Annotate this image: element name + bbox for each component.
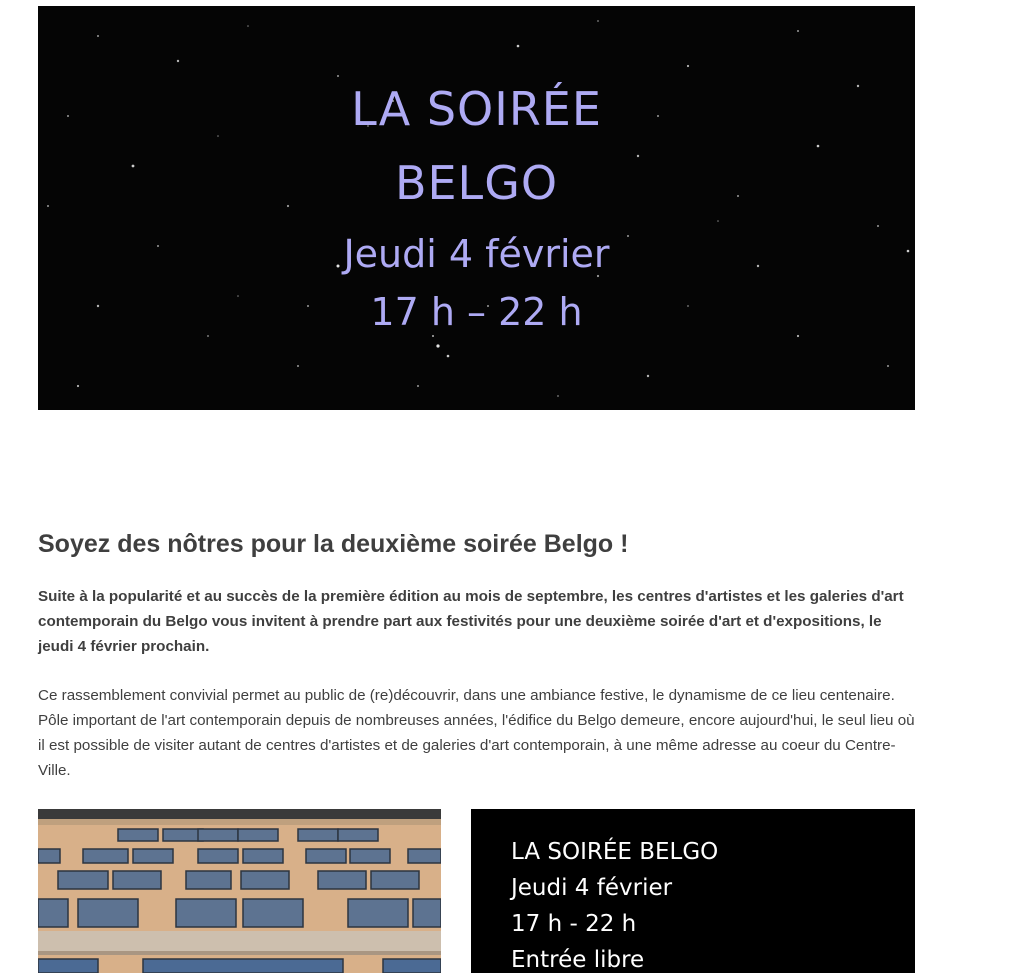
- article-title: Soyez des nôtres pour la deuxième soirée Belgo !: [38, 530, 629, 558]
- info-event-name: LA SOIRÉE BELGO: [511, 839, 719, 865]
- event-info-box: [471, 809, 915, 973]
- body-paragraph: Ce rassemblement convivial permet au public de (re)découvrir, dans une ambiance festive, le dynamisme de ce lieu centenaire. Pôle important de l'art contemporain depuis de nombreuses années, l'édifice du Belgo demeure, encore aujourd'hui, le seul lieu où il est possible de visiter autant de centres d'artistes et de galeries d'art contemporain, à une même adresse au coeur du Centre-Ville.: [38, 687, 915, 779]
- info-time: 17 h - 22 h: [511, 911, 637, 937]
- info-admission: Entrée libre: [511, 947, 645, 973]
- building-illustration: [38, 809, 441, 973]
- hero-title-line1: LA SOIRÉE: [351, 82, 602, 136]
- hero-text: [38, 6, 915, 410]
- hero-date: Jeudi 4 février: [343, 232, 610, 276]
- hero-banner: [38, 6, 915, 410]
- building-photo: [38, 809, 441, 973]
- hero-time: 17 h – 22 h: [370, 290, 583, 334]
- hero-title-line2: BELGO: [394, 156, 559, 210]
- info-date: Jeudi 4 février: [511, 875, 673, 901]
- lead-paragraph: Suite à la popularité et au succès de la première édition au mois de septembre, les centres d'artistes et les galeries d'art contemporain du Belgo vous invitent à prendre part aux festivités pour une deuxième soirée d'art et d'expositions, le jeudi 4 février prochain.: [38, 588, 904, 655]
